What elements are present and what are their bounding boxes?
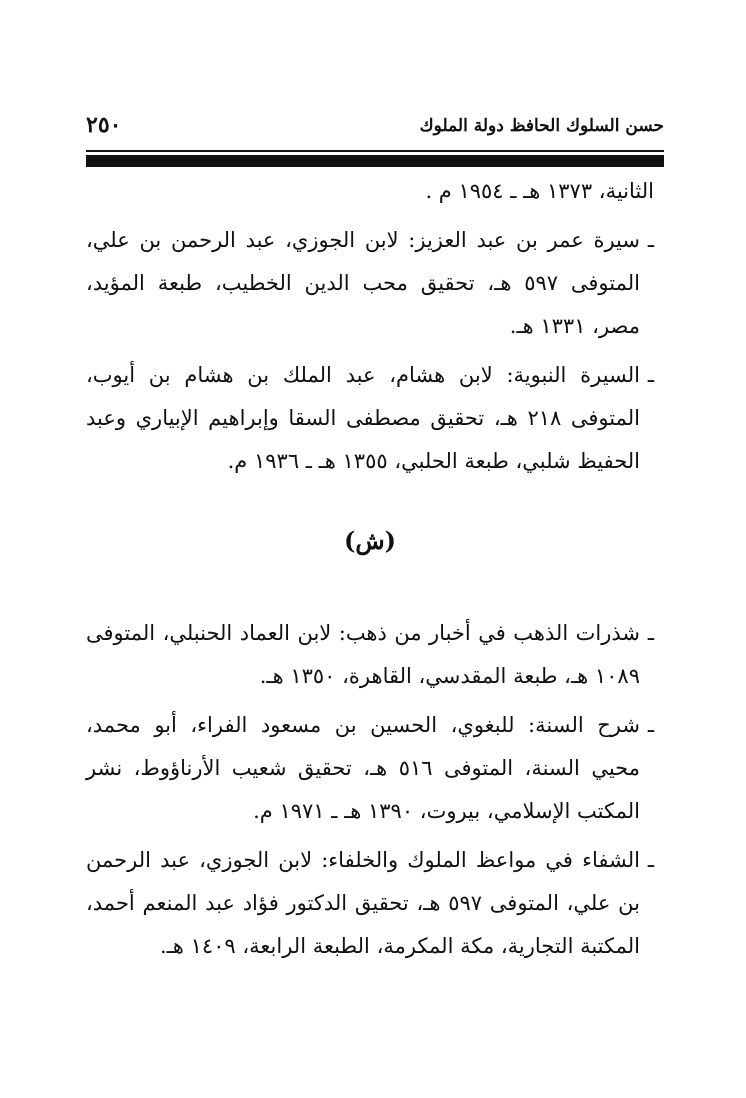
continuation-line: الثانية، ١٣٧٣ هـ ـ ١٩٥٤ م . bbox=[425, 179, 654, 203]
bibliography-body bbox=[86, 170, 654, 974]
entry-text: شرح السنة: للبغوي، الحسين بن مسعود الفراء، أبو محمد، محيي السنة، المتوفى ٥١٦ هـ، تحقيق شعيب الأرناؤوط، نشر المكتب الإسلامي، بيروت، ١٣٩٠ هـ ـ ١٩٧١ م. bbox=[86, 713, 640, 823]
page-header bbox=[86, 112, 664, 146]
entry-dash: ـ bbox=[647, 848, 654, 872]
entry-dash: ـ bbox=[647, 363, 654, 387]
header-rule-thin bbox=[86, 150, 664, 152]
entry-dash: ـ bbox=[647, 228, 654, 252]
entry-dash: ـ bbox=[647, 713, 654, 737]
bibliography-entry bbox=[86, 704, 654, 833]
running-title: حسن السلوك الحافظ دولة الملوك bbox=[419, 116, 664, 136]
entry-dash: ـ bbox=[647, 621, 654, 645]
section-letter-heading: (ش) bbox=[343, 526, 396, 555]
entry-text: الشفاء في مواعظ الملوك والخلفاء: لابن الجوزي، عبد الرحمن بن علي، المتوفى ٥٩٧ هـ، تحقيق الدكتور فؤاد عبد المنعم أحمد، المكتبة التجارية، مكة المكرمة، الطبعة الرابعة، ١٤٠٩ هـ. bbox=[86, 848, 640, 958]
page-number: ٢٥٠ bbox=[86, 112, 122, 138]
entry-text: سيرة عمر بن عبد العزيز: لابن الجوزي، عبد الرحمن بن علي، المتوفى ٥٩٧ هـ، تحقيق محب الدين الخطيب، طبعة المؤيد، مصر، ١٣٣١ هـ. bbox=[86, 228, 640, 338]
entry-text: السيرة النبوية: لابن هشام، عبد الملك بن هشام بن أيوب، المتوفى ٢١٨ هـ، تحقيق مصطفى السقا وإبراهيم الإبياري وعبد الحفيظ شلبي، طبعة الحلبي، ١٣٥٥ هـ ـ ١٩٣٦ م. bbox=[86, 363, 640, 473]
header-rule-thick bbox=[86, 155, 664, 167]
bibliography-entry bbox=[86, 612, 654, 698]
bibliography-entry bbox=[86, 839, 654, 968]
entry-text: شذرات الذهب في أخبار من ذهب: لابن العماد الحنبلي، المتوفى ١٠٨٩ هـ، طبعة المقدسي، القاهرة، ١٣٥٠ هـ. bbox=[86, 621, 640, 688]
bibliography-entry bbox=[86, 219, 654, 348]
bibliography-entry bbox=[86, 354, 654, 483]
